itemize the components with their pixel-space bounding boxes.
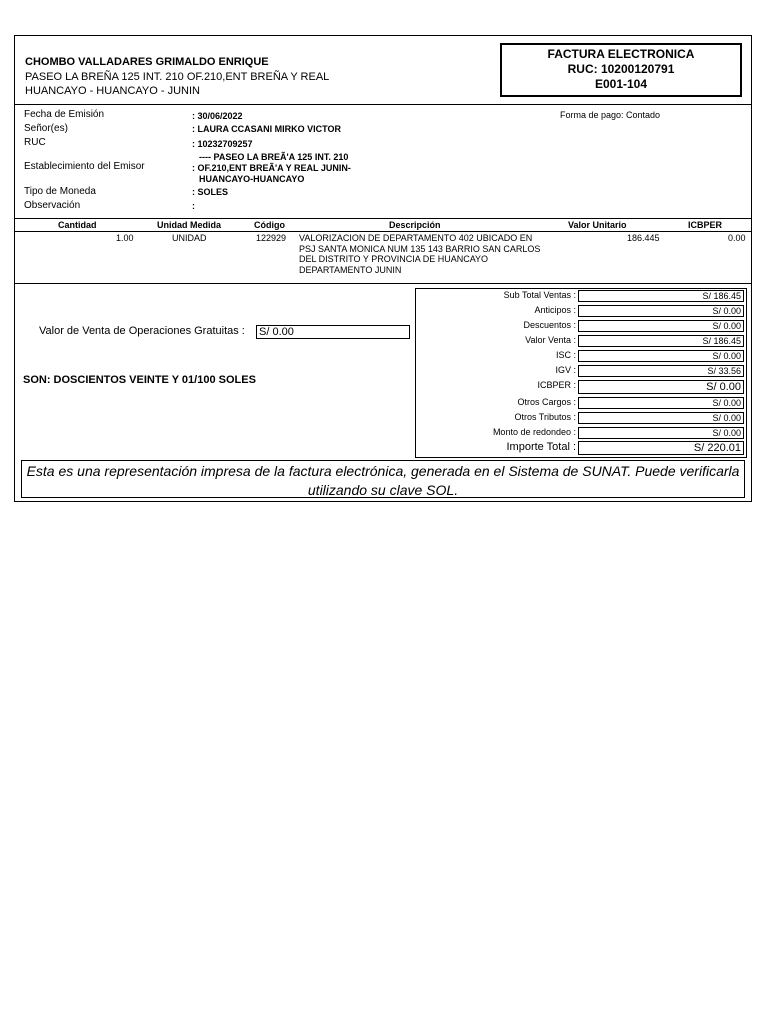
establecimiento-label: Establecimiento del Emisor <box>24 161 145 172</box>
senor-label: Señor(es) <box>24 123 68 134</box>
totals-row-valor-venta <box>416 335 748 350</box>
document-number: E001-104 <box>594 77 648 91</box>
totals-row-redondeo <box>416 427 748 442</box>
totals-label: Sub Total Ventas : <box>503 290 576 300</box>
totals-label: Valor Venta : <box>525 335 576 345</box>
totals-label: Monto de redondeo : <box>492 427 576 437</box>
document-type: FACTURA ELECTRONICA <box>547 47 695 61</box>
totals-label: Importe Total : <box>506 441 576 453</box>
totals-label: Otros Cargos : <box>517 397 576 407</box>
col-header-cantidad: Cantidad <box>58 220 97 230</box>
moneda-label: Tipo de Moneda <box>24 186 96 197</box>
cell-unidad: UNIDAD <box>172 233 207 243</box>
totals-row-descuentos <box>416 320 748 335</box>
ruc-value: : 10232709257 <box>192 139 253 149</box>
totals-row-otros-tributos <box>416 412 748 427</box>
gratuitas-value: S/ 0.00 <box>256 325 410 339</box>
divider-table-header <box>15 231 751 232</box>
totals-label: Descuentos : <box>523 320 576 330</box>
totals-value: S/ 186.45 <box>578 335 744 347</box>
totals-row-icbper <box>416 380 748 395</box>
divider-table-bottom <box>15 283 751 284</box>
col-header-icbper: ICBPER <box>688 220 723 230</box>
moneda-value: : SOLES <box>192 187 229 197</box>
totals-value: S/ 0.00 <box>578 427 744 439</box>
divider-header <box>15 104 751 105</box>
col-header-descripcion: Descripción <box>389 220 441 230</box>
totals-row-importe-total <box>416 441 748 456</box>
issuer-address-line2: HUANCAYO - HUANCAYO - JUNIN <box>25 85 200 97</box>
ruc-label: RUC <box>24 137 46 148</box>
cell-descripcion: VALORIZACION DE DEPARTAMENTO 402 UBICADO EN PSJ SANTA MONICA NUM 135 143 BARRIO SAN CARLOS DEL DISTRITO Y PROVINCIA DE HUANCAYO DEPARTAMENTO JUNIN <box>299 233 541 275</box>
establecimiento-value-2: : OF.210,ENT BREÃ'A Y REAL JUNIN- <box>192 163 351 173</box>
establecimiento-value-1: ---- PASEO LA BREÃ'A 125 INT. 210 <box>199 152 349 162</box>
observacion-label: Observación <box>24 200 81 211</box>
totals-label: Anticipos : <box>534 305 576 315</box>
totals-value: S/ 0.00 <box>578 397 744 409</box>
divider-table-top <box>15 218 751 219</box>
totals-value: S/ 0.00 <box>578 320 744 332</box>
sunat-footer-note: Esta es una representación impresa de la factura electrónica, generada en el Sistema de SUNAT. Puede verificarla utilizando su clave SOL. <box>21 460 745 498</box>
document-ruc: RUC: 10200120791 <box>567 62 675 76</box>
totals-label: ICBPER : <box>537 380 576 390</box>
issuer-name: CHOMBO VALLADARES GRIMALDO ENRIQUE <box>25 56 269 68</box>
totals-value: S/ 33.56 <box>578 365 744 377</box>
totals-row-subtotal <box>416 290 748 305</box>
fecha-value: : 30/06/2022 <box>192 111 243 121</box>
totals-row-otros-cargos <box>416 397 748 412</box>
totals-value: S/ 0.00 <box>578 412 744 424</box>
amount-in-words: SON: DOSCIENTOS VEINTE Y 01/100 SOLES <box>23 374 256 386</box>
cell-codigo: 122929 <box>256 233 287 243</box>
totals-value: S/ 186.45 <box>578 290 744 302</box>
col-header-unidad: Unidad Medida <box>157 220 222 230</box>
col-header-valor-unitario: Valor Unitario <box>568 220 627 230</box>
totals-value: S/ 0.00 <box>578 350 744 362</box>
forma-pago: Forma de pago: Contado <box>560 110 661 120</box>
totals-label: Otros Tributos : <box>514 412 576 422</box>
cell-cantidad: 1.00 <box>116 233 134 243</box>
totals-panel <box>415 288 747 458</box>
totals-value: S/ 0.00 <box>578 305 744 317</box>
totals-row-anticipos <box>416 305 748 320</box>
issuer-address-line1: PASEO LA BREÑA 125 INT. 210 OF.210,ENT BREÑA Y REAL <box>25 71 330 83</box>
totals-row-igv <box>416 365 748 380</box>
totals-label: ISC : <box>555 350 576 360</box>
cell-valor-unitario: 186.445 <box>627 233 660 243</box>
establecimiento-value-3: HUANCAYO-HUANCAYO <box>199 174 305 184</box>
invoice-frame <box>14 35 752 502</box>
cell-icbper: 0.00 <box>728 233 746 243</box>
totals-value: S/ 220.01 <box>578 441 744 455</box>
fecha-label: Fecha de Emisión <box>24 109 105 120</box>
senor-value: : LAURA CCASANI MIRKO VICTOR <box>192 124 341 134</box>
issuer-address <box>25 70 385 98</box>
gratuitas-label: Valor de Venta de Operaciones Gratuitas : <box>39 325 245 337</box>
observacion-value: : <box>192 201 195 211</box>
col-header-codigo: Código <box>254 220 285 230</box>
totals-label: IGV : <box>555 365 576 375</box>
totals-value: S/ 0.00 <box>578 380 744 394</box>
totals-row-isc <box>416 350 748 365</box>
document-id-box <box>500 43 742 97</box>
